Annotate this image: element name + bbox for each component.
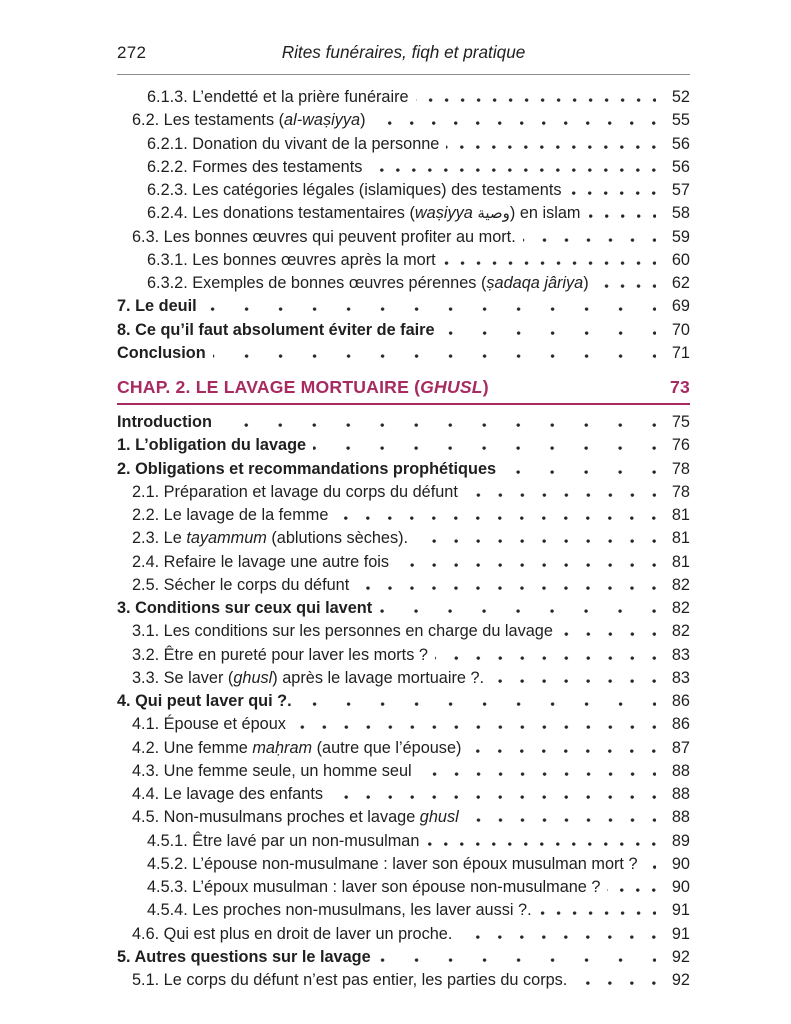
toc-entry[interactable]: [117, 506, 690, 529]
toc-entry[interactable]: [117, 483, 690, 506]
toc-entry-title: 2.4. Refaire le lavage une autre fois: [132, 552, 390, 571]
toc-entry[interactable]: [117, 576, 690, 599]
toc-entry-page: 90: [671, 854, 690, 873]
toc-entry[interactable]: [117, 529, 690, 552]
dot-leader: [443, 260, 656, 265]
toc-entry-page: 71: [671, 343, 690, 362]
toc-entry-page: 83: [671, 645, 690, 664]
dot-leader: [466, 817, 656, 822]
toc-entry[interactable]: [117, 646, 690, 669]
toc-entry-title: 4.5. Non-musulmans proches et lavage ghusl: [132, 808, 459, 827]
toc-entry-title: 4.5.4. Les proches non-musulmans, les laver aussi ?.: [147, 901, 532, 920]
toc-entry[interactable]: [117, 274, 690, 297]
toc-entry[interactable]: [117, 181, 690, 204]
toc-entry-title: 4.2. Une femme maḥram (autre que l’épouse): [132, 738, 462, 757]
dot-leader: [396, 562, 656, 567]
toc-entry[interactable]: [117, 297, 690, 320]
dot-leader: [468, 748, 656, 753]
dot-leader: [435, 655, 656, 660]
toc-entry[interactable]: [117, 762, 690, 785]
toc-entry-title: 6.2.3. Les catégories légales (islamiques) des testaments: [147, 181, 562, 199]
toc-entry-title: 7. Le deuil: [117, 297, 197, 316]
toc-entry-page: 56: [671, 134, 690, 153]
toc-entry[interactable]: [117, 321, 690, 344]
dot-leader: [607, 887, 656, 892]
dot-leader: [293, 724, 656, 729]
dot-leader: [491, 678, 656, 683]
toc-entry-page: 83: [671, 668, 690, 687]
toc-entry[interactable]: [117, 715, 690, 738]
toc-entry[interactable]: [117, 158, 690, 181]
running-title: Rites funéraires, fiqh et pratique: [281, 42, 526, 62]
toc-entry-page: 82: [671, 622, 690, 641]
dot-leader: [503, 469, 656, 474]
toc-entry-page: 92: [671, 947, 690, 966]
dot-leader: [426, 841, 656, 846]
toc-entry[interactable]: [117, 971, 690, 994]
toc-entry-title: 4.5.2. L’épouse non-musulmane : laver son époux musulman mort ?: [147, 854, 638, 873]
page-number: 272: [117, 43, 147, 62]
dot-leader: [588, 213, 657, 218]
dot-leader: [299, 701, 656, 706]
toc-entry-page: 58: [671, 204, 690, 223]
toc-entry-page: 56: [671, 157, 690, 176]
toc-entry[interactable]: [117, 785, 690, 808]
dot-leader: [574, 980, 656, 985]
toc-entry[interactable]: [117, 878, 690, 901]
toc-entry-title: 3. Conditions sur ceux qui lavent: [117, 599, 373, 617]
toc-entry[interactable]: [117, 553, 690, 576]
toc-entry-page: 81: [671, 506, 690, 524]
dot-leader: [213, 353, 656, 358]
dot-leader: [459, 934, 656, 939]
toc-entry[interactable]: [117, 948, 690, 971]
toc-entry[interactable]: [117, 832, 690, 855]
arabic-term: وصية: [477, 205, 510, 223]
toc-entry-page: 69: [671, 297, 690, 316]
toc-entry-page: 86: [671, 715, 690, 734]
dot-leader: [356, 585, 656, 590]
dot-leader: [496, 388, 656, 393]
toc-entry[interactable]: [117, 204, 690, 227]
dot-leader: [568, 190, 656, 195]
toc-entry-title: Conclusion: [117, 343, 206, 362]
toc-entry-page: 78: [671, 459, 690, 478]
toc-entry[interactable]: [117, 344, 690, 367]
dot-leader: [596, 283, 656, 288]
toc-entry-title: 2.5. Sécher le corps du défunt: [132, 575, 350, 594]
toc-entry-title: Introduction: [117, 413, 212, 431]
toc-entry-title: 5.1. Le corps du défunt n’est pas entier, les parties du corps.: [132, 971, 568, 989]
toc-entry[interactable]: [117, 901, 690, 924]
toc-entry-title: 8. Ce qu’il faut absolument éviter de faire: [117, 320, 435, 339]
dot-leader: [372, 120, 656, 125]
dot-leader: [442, 330, 656, 335]
dot-leader: [378, 957, 656, 962]
toc-entry-page: 86: [671, 692, 690, 710]
dot-leader: [465, 492, 656, 497]
toc-entry-page: 73: [670, 377, 690, 397]
dot-leader: [523, 237, 656, 242]
toc-entry-title: 6.3.1. Les bonnes œuvres après la mort: [147, 250, 436, 269]
dot-leader: [379, 608, 656, 613]
toc-entry[interactable]: [117, 111, 690, 134]
toc-entry-page: 75: [671, 413, 690, 431]
toc-entry-title: 2.2. Le lavage de la femme: [132, 506, 329, 524]
toc-chapter-heading[interactable]: [117, 377, 690, 405]
toc-entry-title: 2.3. Le tayammum (ablutions sèches).: [132, 529, 409, 548]
toc-entry-title: 4.4. Le lavage des enfants: [132, 785, 323, 803]
dot-leader: [416, 97, 656, 102]
toc-entry-title: 6.2.4. Les donations testamentaires (waṣiyya وصية) en islam: [147, 204, 581, 223]
toc-entry[interactable]: [117, 622, 690, 645]
toc-entry-title: 4.5.3. L’époux musulman : laver son épouse non-musulmane ?: [147, 878, 601, 896]
toc-entry-page: 62: [671, 274, 690, 292]
dot-leader: [313, 445, 656, 450]
dot-leader: [335, 515, 656, 520]
toc-entry-page: 91: [671, 924, 690, 943]
toc-entry-page: 91: [671, 901, 690, 920]
toc-entry-page: 87: [671, 738, 690, 757]
toc-entry[interactable]: [117, 413, 690, 436]
dot-leader: [330, 794, 656, 799]
toc-entry-title: 6.3. Les bonnes œuvres qui peuvent profiter au mort.: [132, 227, 516, 246]
dot-leader: [446, 144, 656, 149]
header-rule: [117, 74, 690, 75]
toc-entry-page: 92: [671, 971, 690, 989]
toc-entry-page: 88: [671, 785, 690, 803]
dot-leader: [415, 538, 656, 543]
toc-entry-page: 76: [671, 436, 690, 455]
toc-entry-page: 57: [671, 181, 690, 199]
toc-entry-title: 6.3.2. Exemples de bonnes œuvres pérennes (ṣadaqa jâriya): [147, 274, 589, 292]
toc-entry-title: 4.5.1. Être lavé par un non-musulman: [147, 831, 420, 850]
toc-entry-title: 1. L’obligation du lavage: [117, 436, 307, 455]
toc-entry-title: 4. Qui peut laver qui ?.: [117, 692, 292, 710]
table-of-contents: [117, 88, 690, 994]
toc-entry-title: 4.1. Épouse et époux: [132, 715, 286, 734]
toc-entry[interactable]: [117, 436, 690, 459]
toc-entry-page: 88: [671, 808, 690, 827]
toc-entry-title: 6.2. Les testaments (al-waṣiyya): [132, 111, 366, 130]
page-header: [117, 42, 690, 63]
dot-leader: [369, 167, 656, 172]
toc-entry-title: 6.2.1. Donation du vivant de la personne: [147, 134, 440, 153]
toc-entry-title: 3.1. Les conditions sur les personnes en charge du lavage: [132, 622, 553, 641]
toc-entry-title: 3.3. Se laver (ghusl) après le lavage mortuaire ?.: [132, 668, 485, 687]
dot-leader: [219, 422, 656, 427]
toc-entry-page: 59: [671, 227, 690, 246]
toc-entry-page: 60: [671, 250, 690, 269]
toc-entry[interactable]: [117, 692, 690, 715]
toc-entry-page: 88: [671, 761, 690, 780]
toc-entry-page: 78: [671, 482, 690, 501]
toc-entry-page: 55: [671, 111, 690, 130]
toc-entry[interactable]: [117, 251, 690, 274]
toc-entry-page: 82: [671, 575, 690, 594]
toc-entry[interactable]: [117, 599, 690, 622]
toc-entry-page: 70: [671, 320, 690, 339]
toc-entry[interactable]: [117, 739, 690, 762]
toc-entry-title: 6.2.2. Formes des testaments: [147, 157, 363, 176]
toc-entry-page: 81: [671, 529, 690, 548]
toc-entry[interactable]: [117, 460, 690, 483]
toc-entry-page: 52: [671, 88, 690, 106]
toc-entry-title: 2.1. Préparation et lavage du corps du défunt: [132, 482, 458, 501]
toc-entry-title: 5. Autres questions sur le lavage: [117, 947, 371, 966]
toc-entry[interactable]: [117, 228, 690, 251]
toc-entry-page: 82: [671, 599, 690, 617]
toc-entry-title: CHAP. 2. LE LAVAGE MORTUAIRE (GHUSL): [117, 377, 489, 397]
toc-entry-title: 3.2. Être en pureté pour laver les morts ?: [132, 645, 428, 664]
toc-entry-title: 2. Obligations et recommandations prophétiques: [117, 459, 497, 478]
toc-entry[interactable]: [117, 925, 690, 948]
toc-entry-page: 89: [671, 831, 690, 850]
toc-entry[interactable]: [117, 88, 690, 111]
toc-entry-page: 81: [671, 552, 690, 571]
toc-entry[interactable]: [117, 669, 690, 692]
toc-entry-title: 4.6. Qui est plus en droit de laver un proche.: [132, 924, 453, 943]
toc-entry-title: 6.1.3. L’endetté et la prière funéraire: [147, 88, 409, 106]
dot-leader: [419, 771, 656, 776]
dot-leader: [645, 864, 656, 869]
toc-entry[interactable]: [117, 135, 690, 158]
dot-leader: [539, 910, 656, 915]
dot-leader: [204, 306, 656, 311]
toc-entry-page: 90: [671, 878, 690, 896]
toc-entry[interactable]: [117, 855, 690, 878]
toc-entry-title: 4.3. Une femme seule, un homme seul: [132, 761, 412, 780]
toc-entry[interactable]: [117, 808, 690, 831]
dot-leader: [560, 631, 656, 636]
